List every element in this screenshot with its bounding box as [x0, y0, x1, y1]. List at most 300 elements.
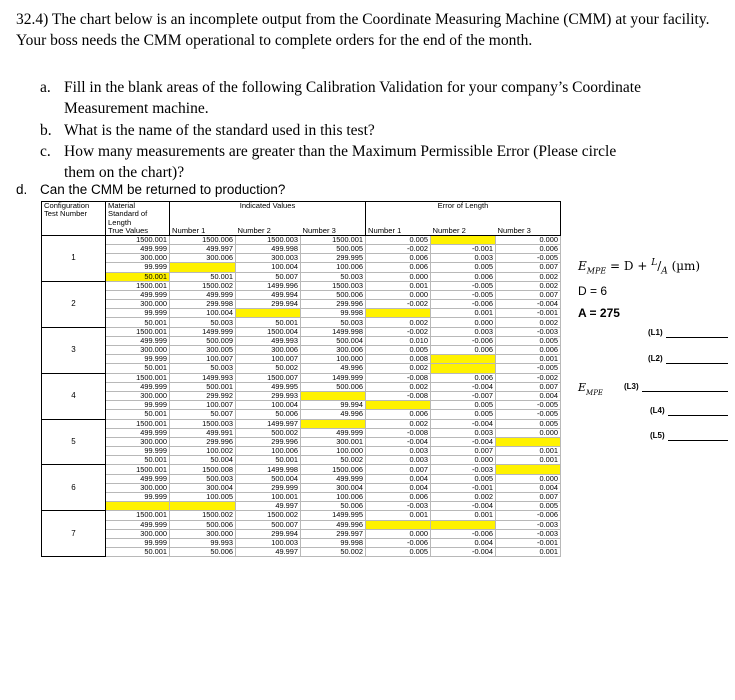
header-indicated-number3: Number 3	[301, 227, 366, 236]
config-number: 3	[42, 327, 106, 373]
error-2-cell: -0.001	[431, 244, 496, 253]
indicated-1-cell: 299.998	[170, 300, 236, 309]
error-3-cell: 0.002	[496, 318, 561, 327]
error-2-cell: 0.003	[431, 254, 496, 263]
error-2-cell: -0.006	[431, 336, 496, 345]
true-value-cell: 1500.001	[106, 465, 170, 474]
indicated-1-cell: 100.002	[170, 447, 236, 456]
a-value: A = 275	[578, 306, 620, 320]
indicated-2-cell: 300.003	[236, 254, 301, 263]
header-error-of-length: Error of Length	[366, 202, 561, 211]
label-l2: (L2)	[648, 354, 663, 363]
error-1-cell: 0.001	[366, 511, 431, 520]
true-value-cell: 99.999	[106, 355, 170, 364]
label-l1: (L1)	[648, 328, 663, 337]
error-3-cell[interactable]	[496, 465, 561, 474]
error-3-cell: 0.007	[496, 493, 561, 502]
item-text: Fill in the blank areas of the following Calibration Validation for your company’s Coordinate Measurement machine.	[64, 79, 641, 117]
error-2-cell: 0.004	[431, 538, 496, 547]
error-2-cell: 0.006	[431, 373, 496, 382]
error-2-cell: -0.004	[431, 548, 496, 557]
indicated-2-cell: 50.006	[236, 410, 301, 419]
error-2-cell[interactable]	[431, 235, 496, 244]
indicated-3-cell: 299.995	[301, 254, 366, 263]
indicated-3-cell: 300.006	[301, 346, 366, 355]
answer-line-l4[interactable]	[668, 415, 728, 416]
indicated-3-cell: 100.000	[301, 355, 366, 364]
indicated-1-cell: 499.991	[170, 428, 236, 437]
error-2-cell: -0.004	[431, 382, 496, 391]
error-3-cell: 0.005	[496, 419, 561, 428]
indicated-1-cell: 300.006	[170, 254, 236, 263]
error-2-cell: -0.004	[431, 437, 496, 446]
true-value-cell: 50.001	[106, 364, 170, 373]
answer-line-l3[interactable]	[642, 391, 728, 392]
error-3-cell: 0.004	[496, 483, 561, 492]
true-value-cell: 499.999	[106, 474, 170, 483]
label-l5: (L5)	[650, 431, 665, 440]
error-2-cell: 0.001	[431, 511, 496, 520]
label-l4: (L4)	[650, 406, 665, 415]
indicated-3-cell: 1499.998	[301, 327, 366, 336]
error-1-cell: 0.006	[366, 263, 431, 272]
error-3-cell: -0.001	[496, 309, 561, 318]
indicated-1-cell: 1500.006	[170, 235, 236, 244]
indicated-3-cell: 1499.999	[301, 373, 366, 382]
item-letter: c.	[40, 143, 51, 160]
table-row	[42, 382, 561, 391]
indicated-3-cell[interactable]	[301, 391, 366, 400]
indicated-2-cell: 49.997	[236, 548, 301, 557]
error-1-cell: 0.007	[366, 465, 431, 474]
indicated-1-cell: 299.992	[170, 391, 236, 400]
indicated-1-cell: 50.003	[170, 364, 236, 373]
error-3-cell: 0.006	[496, 346, 561, 355]
true-value-cell: 300.000	[106, 391, 170, 400]
item-letter: a.	[40, 79, 51, 96]
indicated-1-cell: 100.005	[170, 493, 236, 502]
true-value-cell: 300.000	[106, 254, 170, 263]
indicated-3-cell: 1500.003	[301, 281, 366, 290]
true-value-cell: 1500.001	[106, 511, 170, 520]
true-value-cell: 50.001	[106, 318, 170, 327]
error-2-cell: 0.005	[431, 474, 496, 483]
table-row	[42, 309, 561, 318]
error-1-cell: 0.010	[366, 336, 431, 345]
config-number: 4	[42, 373, 106, 419]
table-row	[42, 447, 561, 456]
mpe-formula: $E_{MPE} = D + ^L/_A$ (µm)	[578, 258, 701, 277]
true-value-cell: 99.999	[106, 263, 170, 272]
indicated-3-cell: 49.996	[301, 410, 366, 419]
config-number: 7	[42, 511, 106, 557]
error-3-cell: 0.001	[496, 456, 561, 465]
header-test-number: Test Number	[42, 210, 106, 218]
error-1-cell: -0.008	[366, 373, 431, 382]
config-number: 5	[42, 419, 106, 465]
table-row	[42, 254, 561, 263]
indicated-3-cell: 499.996	[301, 520, 366, 529]
error-2-cell: -0.005	[431, 290, 496, 299]
error-3-cell: -0.002	[496, 373, 561, 382]
error-3-cell: -0.005	[496, 401, 561, 410]
indicated-2-cell: 100.006	[236, 447, 301, 456]
answer-line-l2[interactable]	[666, 363, 728, 364]
error-3-cell: 0.007	[496, 382, 561, 391]
table-row	[42, 474, 561, 483]
formula-rhs: = D +	[610, 259, 652, 273]
error-2-cell[interactable]	[431, 355, 496, 364]
table-row	[42, 244, 561, 253]
indicated-3-cell: 99.994	[301, 401, 366, 410]
indicated-1-cell: 1499.993	[170, 373, 236, 382]
error-2-cell[interactable]	[431, 520, 496, 529]
error-1-cell: 0.000	[366, 290, 431, 299]
table-row	[42, 281, 561, 290]
true-value-cell: 499.999	[106, 382, 170, 391]
table-row	[42, 502, 561, 511]
indicated-3-cell: 1499.995	[301, 511, 366, 520]
indicated-3-cell: 300.001	[301, 437, 366, 446]
indicated-2-cell: 1500.004	[236, 327, 301, 336]
indicated-1-cell: 50.003	[170, 318, 236, 327]
error-2-cell: -0.006	[431, 529, 496, 538]
error-3-cell: 0.005	[496, 336, 561, 345]
formula-frac-num: L	[651, 258, 658, 268]
indicated-2-cell: 300.006	[236, 346, 301, 355]
label-l3: (L3)	[624, 382, 639, 391]
true-value-cell[interactable]	[106, 502, 170, 511]
indicated-2-cell: 299.993	[236, 391, 301, 400]
table-row	[42, 346, 561, 355]
table-row	[42, 428, 561, 437]
header-length: Length	[106, 218, 170, 226]
question-item-a	[40, 77, 660, 119]
true-value-cell: 99.999	[106, 309, 170, 318]
error-3-cell: 0.000	[496, 474, 561, 483]
error-1-cell: 0.002	[366, 364, 431, 373]
error-3-cell: -0.005	[496, 364, 561, 373]
true-value-cell: 300.000	[106, 437, 170, 446]
error-3-cell: -0.006	[496, 511, 561, 520]
header-standard-of: Standard of	[106, 210, 170, 218]
table-row	[42, 263, 561, 272]
header-configuration: Configuration	[42, 202, 106, 211]
item-text: What is the name of the standard used in this test?	[64, 122, 375, 139]
indicated-1-cell: 500.001	[170, 382, 236, 391]
true-value-cell: 50.001	[106, 272, 170, 281]
indicated-3-cell: 1500.006	[301, 465, 366, 474]
answer-line-l5[interactable]	[668, 440, 728, 441]
question-item-b	[40, 120, 660, 141]
item-letter: d.	[16, 182, 28, 197]
indicated-2-cell: 1500.003	[236, 235, 301, 244]
formula-unit: (µm)	[671, 259, 701, 273]
indicated-2-cell: 500.007	[236, 520, 301, 529]
true-value-cell: 99.999	[106, 447, 170, 456]
indicated-2-cell: 1499.996	[236, 281, 301, 290]
true-value-cell: 99.999	[106, 538, 170, 547]
indicated-3-cell: 499.999	[301, 428, 366, 437]
error-2-cell: 0.006	[431, 272, 496, 281]
indicated-3-cell: 500.006	[301, 290, 366, 299]
indicated-3-cell: 50.003	[301, 272, 366, 281]
true-value-cell: 499.999	[106, 336, 170, 345]
indicated-2-cell: 499.994	[236, 290, 301, 299]
error-1-cell: 0.006	[366, 254, 431, 263]
true-value-cell: 300.000	[106, 483, 170, 492]
question-item-c	[40, 141, 660, 183]
item-text: Can the CMM be returned to production?	[40, 182, 286, 197]
item-letter: b.	[40, 122, 52, 139]
indicated-2-cell: 100.001	[236, 493, 301, 502]
error-1-cell: -0.008	[366, 428, 431, 437]
error-1-cell: -0.002	[366, 244, 431, 253]
error-2-cell: 0.005	[431, 401, 496, 410]
error-2-cell: 0.001	[431, 309, 496, 318]
indicated-2-cell: 299.996	[236, 437, 301, 446]
error-2-cell: 0.007	[431, 447, 496, 456]
true-value-cell: 50.001	[106, 410, 170, 419]
table-row	[42, 272, 561, 281]
indicated-1-cell: 1500.002	[170, 511, 236, 520]
table-row	[42, 456, 561, 465]
table-row	[42, 548, 561, 557]
table-row	[42, 437, 561, 446]
indicated-3-cell: 500.005	[301, 244, 366, 253]
indicated-3-cell: 50.003	[301, 318, 366, 327]
true-value-cell: 50.001	[106, 548, 170, 557]
error-2-cell: -0.005	[431, 281, 496, 290]
error-1-cell: 0.005	[366, 548, 431, 557]
indicated-2-cell: 299.994	[236, 300, 301, 309]
d-value: D = 6	[578, 284, 608, 298]
error-1-cell: -0.006	[366, 538, 431, 547]
indicated-3-cell: 500.004	[301, 336, 366, 345]
error-1-cell: 0.001	[366, 281, 431, 290]
error-1-cell: 0.004	[366, 474, 431, 483]
header-error-number2: Number 2	[431, 227, 496, 236]
indicated-3-cell: 49.996	[301, 364, 366, 373]
error-2-cell: -0.004	[431, 502, 496, 511]
error-2-cell: -0.003	[431, 465, 496, 474]
error-3-cell: 0.007	[496, 263, 561, 272]
true-value-cell: 300.000	[106, 300, 170, 309]
error-1-cell: 0.000	[366, 272, 431, 281]
error-1-cell: -0.002	[366, 300, 431, 309]
error-1-cell: -0.003	[366, 502, 431, 511]
indicated-1-cell: 50.001	[170, 272, 236, 281]
error-1-cell: -0.002	[366, 327, 431, 336]
indicated-3-cell: 100.006	[301, 263, 366, 272]
formula-frac-den: A	[661, 266, 668, 277]
error-1-cell: 0.005	[366, 346, 431, 355]
header-error-number1: Number 1	[366, 227, 431, 236]
error-1-cell[interactable]	[366, 520, 431, 529]
calibration-table	[41, 201, 561, 557]
indicated-2-cell: 299.994	[236, 529, 301, 538]
indicated-2-cell: 500.004	[236, 474, 301, 483]
header-indicated-values: Indicated Values	[170, 202, 366, 211]
error-2-cell: 0.005	[431, 410, 496, 419]
error-2-cell: -0.001	[431, 483, 496, 492]
question-header: 32.4) The chart below is an incomplete output from the Coordinate Measuring Machine (CMM) at your facility. Your boss needs the CMM operational to complete orders for the end of the month.	[16, 11, 710, 49]
item-text: How many measurements are greater than the Maximum Permissible Error (Please circle them on the chart)?	[64, 143, 617, 181]
indicated-3-cell: 100.000	[301, 447, 366, 456]
error-2-cell: -0.004	[431, 419, 496, 428]
error-3-cell: 0.006	[496, 244, 561, 253]
error-1-cell[interactable]	[366, 401, 431, 410]
indicated-1-cell: 50.007	[170, 410, 236, 419]
error-3-cell: -0.003	[496, 327, 561, 336]
error-1-cell: -0.004	[366, 437, 431, 446]
indicated-1-cell: 99.993	[170, 538, 236, 547]
error-2-cell: 0.005	[431, 263, 496, 272]
true-value-cell: 300.000	[106, 529, 170, 538]
true-value-cell: 1500.001	[106, 373, 170, 382]
indicated-3-cell: 299.997	[301, 529, 366, 538]
indicated-3-cell: 1500.001	[301, 235, 366, 244]
error-1-cell: 0.004	[366, 483, 431, 492]
table-row	[42, 538, 561, 547]
table-row	[42, 401, 561, 410]
indicated-1-cell: 100.004	[170, 309, 236, 318]
error-3-cell[interactable]	[496, 437, 561, 446]
header-error-number3: Number 3	[496, 227, 561, 236]
indicated-2-cell: 499.995	[236, 382, 301, 391]
error-3-cell: 0.004	[496, 391, 561, 400]
error-3-cell: 0.002	[496, 281, 561, 290]
true-value-cell: 499.999	[106, 290, 170, 299]
error-1-cell: 0.002	[366, 318, 431, 327]
table-row	[42, 529, 561, 538]
config-number: 2	[42, 281, 106, 327]
indicated-1-cell: 50.006	[170, 548, 236, 557]
error-3-cell: 0.005	[496, 502, 561, 511]
error-3-cell: 0.001	[496, 548, 561, 557]
indicated-3-cell[interactable]	[301, 419, 366, 428]
indicated-2-cell[interactable]	[236, 309, 301, 318]
indicated-3-cell: 300.004	[301, 483, 366, 492]
indicated-1-cell: 499.999	[170, 290, 236, 299]
error-3-cell: -0.005	[496, 254, 561, 263]
indicated-2-cell: 1500.007	[236, 373, 301, 382]
indicated-1-cell: 499.997	[170, 244, 236, 253]
question-item-d	[16, 182, 285, 197]
header-indicated-number1: Number 1	[170, 227, 236, 236]
error-3-cell: 0.001	[496, 355, 561, 364]
answer-line-l1[interactable]	[666, 337, 728, 338]
indicated-2-cell: 100.003	[236, 538, 301, 547]
indicated-1-cell: 1500.003	[170, 419, 236, 428]
indicated-1-cell: 1500.008	[170, 465, 236, 474]
indicated-2-cell: 100.007	[236, 355, 301, 364]
table-row	[42, 336, 561, 345]
table-row	[42, 290, 561, 299]
error-2-cell: 0.000	[431, 318, 496, 327]
indicated-2-cell: 50.001	[236, 318, 301, 327]
indicated-2-cell: 499.993	[236, 336, 301, 345]
error-2-cell: 0.002	[431, 493, 496, 502]
error-2-cell[interactable]	[431, 364, 496, 373]
error-3-cell: 0.007	[496, 290, 561, 299]
indicated-2-cell: 50.001	[236, 456, 301, 465]
indicated-1-cell: 500.009	[170, 336, 236, 345]
config-number: 6	[42, 465, 106, 511]
error-2-cell: 0.000	[431, 456, 496, 465]
indicated-3-cell: 499.999	[301, 474, 366, 483]
error-2-cell: -0.006	[431, 300, 496, 309]
calibration-table-body	[42, 235, 561, 557]
indicated-2-cell: 49.997	[236, 502, 301, 511]
error-1-cell: 0.005	[366, 235, 431, 244]
table-row	[42, 327, 561, 336]
error-2-cell: 0.003	[431, 327, 496, 336]
table-row	[42, 235, 561, 244]
indicated-3-cell: 500.006	[301, 382, 366, 391]
error-1-cell: 0.002	[366, 419, 431, 428]
error-1-cell: 0.002	[366, 382, 431, 391]
indicated-1-cell: 100.007	[170, 355, 236, 364]
true-value-cell: 50.001	[106, 456, 170, 465]
error-2-cell: 0.003	[431, 428, 496, 437]
error-3-cell: 0.000	[496, 428, 561, 437]
error-3-cell: 0.000	[496, 235, 561, 244]
indicated-3-cell: 100.006	[301, 493, 366, 502]
error-1-cell[interactable]	[366, 309, 431, 318]
indicated-2-cell: 100.004	[236, 263, 301, 272]
indicated-1-cell: 500.006	[170, 520, 236, 529]
indicated-1-cell: 300.004	[170, 483, 236, 492]
error-1-cell: 0.000	[366, 529, 431, 538]
indicated-1-cell: 300.005	[170, 346, 236, 355]
error-1-cell: 0.003	[366, 447, 431, 456]
indicated-1-cell: 100.007	[170, 401, 236, 410]
indicated-3-cell: 50.006	[301, 502, 366, 511]
indicated-1-cell[interactable]	[170, 263, 236, 272]
error-3-cell: -0.005	[496, 410, 561, 419]
empe-letter: E	[578, 381, 587, 394]
header-material: Material	[106, 202, 170, 211]
indicated-2-cell: 499.998	[236, 244, 301, 253]
true-value-cell: 300.000	[106, 346, 170, 355]
indicated-1-cell: 50.004	[170, 456, 236, 465]
true-value-cell: 99.999	[106, 493, 170, 502]
true-value-cell: 499.999	[106, 428, 170, 437]
indicated-1-cell[interactable]	[170, 502, 236, 511]
indicated-2-cell: 500.002	[236, 428, 301, 437]
error-2-cell: 0.006	[431, 346, 496, 355]
true-value-cell: 1500.001	[106, 419, 170, 428]
indicated-3-cell: 99.998	[301, 538, 366, 547]
error-3-cell: -0.003	[496, 520, 561, 529]
table-row	[42, 318, 561, 327]
indicated-2-cell: 299.999	[236, 483, 301, 492]
indicated-2-cell: 1500.002	[236, 511, 301, 520]
table-row	[42, 465, 561, 474]
empe-sub: MPE	[586, 389, 604, 398]
table-row	[42, 493, 561, 502]
error-3-cell: -0.003	[496, 529, 561, 538]
true-value-cell: 1500.001	[106, 235, 170, 244]
true-value-cell: 499.999	[106, 244, 170, 253]
table-row	[42, 483, 561, 492]
header-indicated-number2: Number 2	[236, 227, 301, 236]
error-1-cell: 0.006	[366, 493, 431, 502]
table-row	[42, 511, 561, 520]
indicated-1-cell: 1500.002	[170, 281, 236, 290]
indicated-1-cell: 299.996	[170, 437, 236, 446]
